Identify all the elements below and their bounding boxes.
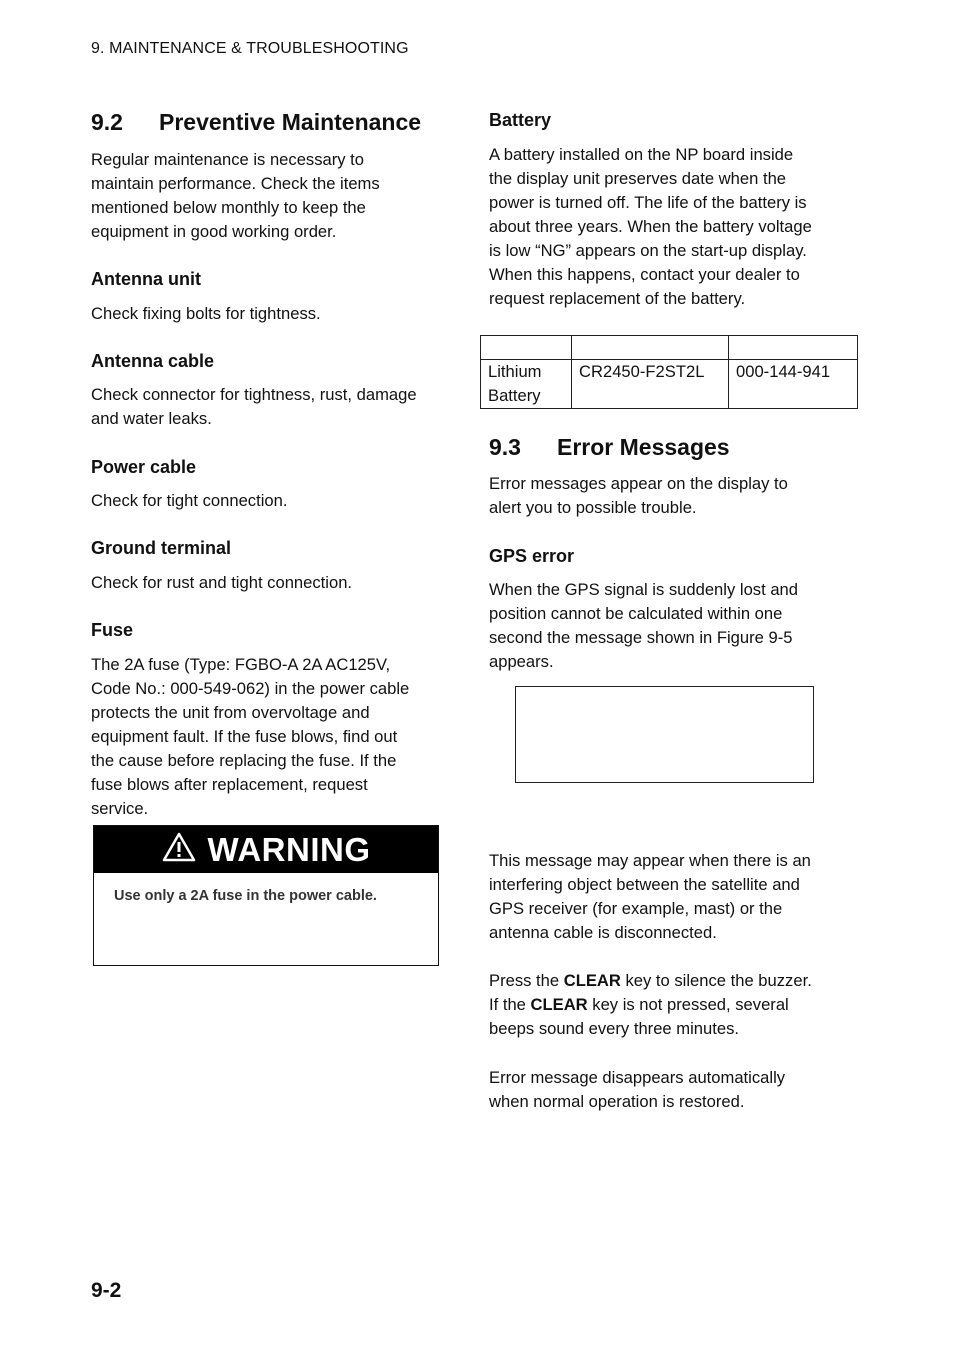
text-line: is low “NG” appears on the start-up display.	[489, 241, 807, 260]
text-line: Error messages appear on the display to	[489, 474, 788, 493]
subheading-antenna-unit: Antenna unit	[91, 269, 201, 289]
subheading-battery: Battery	[489, 110, 552, 130]
section-heading-preventive-maintenance	[91, 109, 443, 136]
text-run: key is not pressed, several	[587, 995, 789, 1014]
error-messages-intro	[489, 472, 839, 520]
clear-key-label: CLEAR	[563, 971, 621, 990]
text-line: Check connector for tightness, rust, damage	[91, 385, 417, 404]
text-line: beeps sound every three minutes.	[489, 1019, 739, 1038]
subheading-antenna-cable: Antenna cable	[91, 351, 215, 371]
text-line: A battery installed on the NP board inside	[489, 145, 794, 164]
text-line: Code No.: 000-549-062) in the power cable	[91, 679, 410, 698]
warning-title: WARNING	[207, 830, 371, 868]
text-line: GPS receiver (for example, mast) or the	[489, 899, 783, 918]
text-line: about three years. When the battery voltage	[489, 217, 812, 236]
gps-error-text	[489, 578, 839, 674]
warning-text: Use only a 2A fuse in the power cable.	[114, 888, 377, 904]
table-cell-line: Battery	[488, 386, 541, 405]
power-cable-text	[91, 489, 443, 513]
table-header-row	[481, 336, 858, 360]
antenna-unit-text	[91, 302, 443, 326]
subheading-ground-terminal: Ground terminal	[91, 538, 232, 558]
text-line: and water leaks.	[91, 409, 212, 428]
table-cell-line: Lithium	[488, 362, 542, 381]
text-line: maintain performance. Check the items	[91, 174, 380, 193]
text-line: This message may appear when there is an	[489, 851, 811, 870]
text-line: When this happens, contact your dealer to	[489, 265, 800, 284]
text-line	[489, 993, 839, 1017]
text-line: Check fixing bolts for tightness.	[91, 304, 321, 323]
section-heading-error-messages	[489, 434, 839, 461]
text-line: fuse blows after replacement, request	[91, 775, 368, 794]
text-line: power is turned off. The life of the battery is	[489, 193, 807, 212]
subheading-power-cable: Power cable	[91, 457, 197, 477]
table-header-cell	[572, 336, 729, 360]
clear-key-text	[489, 969, 839, 1041]
antenna-cable-text	[91, 383, 443, 431]
table-header-cell	[729, 336, 858, 360]
text-line: alert you to possible trouble.	[489, 498, 697, 517]
section-number: 9.3	[489, 434, 521, 460]
running-header: 9. MAINTENANCE & TROUBLESHOOTING	[91, 40, 409, 57]
text-line: position cannot be calculated within one	[489, 604, 783, 623]
subheading-gps-error: GPS error	[489, 546, 575, 566]
text-line: antenna cable is disconnected.	[489, 923, 717, 942]
message-cause-text	[489, 849, 839, 945]
table-cell-model: CR2450-F2ST2L	[572, 360, 729, 409]
table-cell-code: 000-144-941	[729, 360, 858, 409]
section-title: Error Messages	[557, 434, 730, 460]
figure-9-5-box	[515, 686, 814, 783]
section-number: 9.2	[91, 109, 123, 135]
warning-triangle-icon	[162, 832, 196, 867]
text-line: equipment fault. If the fuse blows, find out	[91, 727, 398, 746]
text-line: Check for rust and tight connection.	[91, 573, 353, 592]
battery-text	[489, 143, 839, 311]
page-number: 9-2	[91, 1279, 122, 1302]
text-line: The 2A fuse (Type: FGBO-A 2A AC125V,	[91, 655, 391, 674]
text-line	[489, 969, 839, 993]
text-line: protects the unit from overvoltage and	[91, 703, 370, 722]
text-line: Regular maintenance is necessary to	[91, 150, 365, 169]
ground-terminal-text	[91, 571, 443, 595]
text-line: equipment in good working order.	[91, 222, 337, 241]
table-cell-type	[481, 360, 572, 409]
table-row	[481, 360, 858, 409]
text-line: interfering object between the satellite and	[489, 875, 800, 894]
text-line: when normal operation is restored.	[489, 1092, 745, 1111]
text-line: appears.	[489, 652, 554, 671]
text-line: Check for tight connection.	[91, 491, 288, 510]
text-run: If the	[489, 995, 531, 1014]
warning-banner	[94, 826, 438, 873]
clear-key-label: CLEAR	[530, 995, 588, 1014]
text-line: second the message shown in Figure 9-5	[489, 628, 793, 647]
text-line: When the GPS signal is suddenly lost and	[489, 580, 799, 599]
text-line: request replacement of the battery.	[489, 289, 746, 308]
maintenance-intro	[91, 148, 443, 244]
text-line: the display unit preserves date when the	[489, 169, 787, 188]
text-line: service.	[91, 799, 149, 818]
message-disappear-text	[489, 1066, 839, 1114]
battery-parts-table	[480, 335, 858, 409]
text-run: key to silence the buzzer.	[620, 971, 812, 990]
text-line: mentioned below monthly to keep the	[91, 198, 366, 217]
table-header-cell	[481, 336, 572, 360]
text-run: Press the	[489, 971, 564, 990]
fuse-text	[91, 653, 443, 821]
text-line: the cause before replacing the fuse. If the	[91, 751, 397, 770]
warning-box	[93, 825, 439, 966]
subheading-fuse: Fuse	[91, 620, 134, 640]
section-title: Preventive Maintenance	[159, 109, 422, 135]
text-line: Error message disappears automatically	[489, 1068, 786, 1087]
